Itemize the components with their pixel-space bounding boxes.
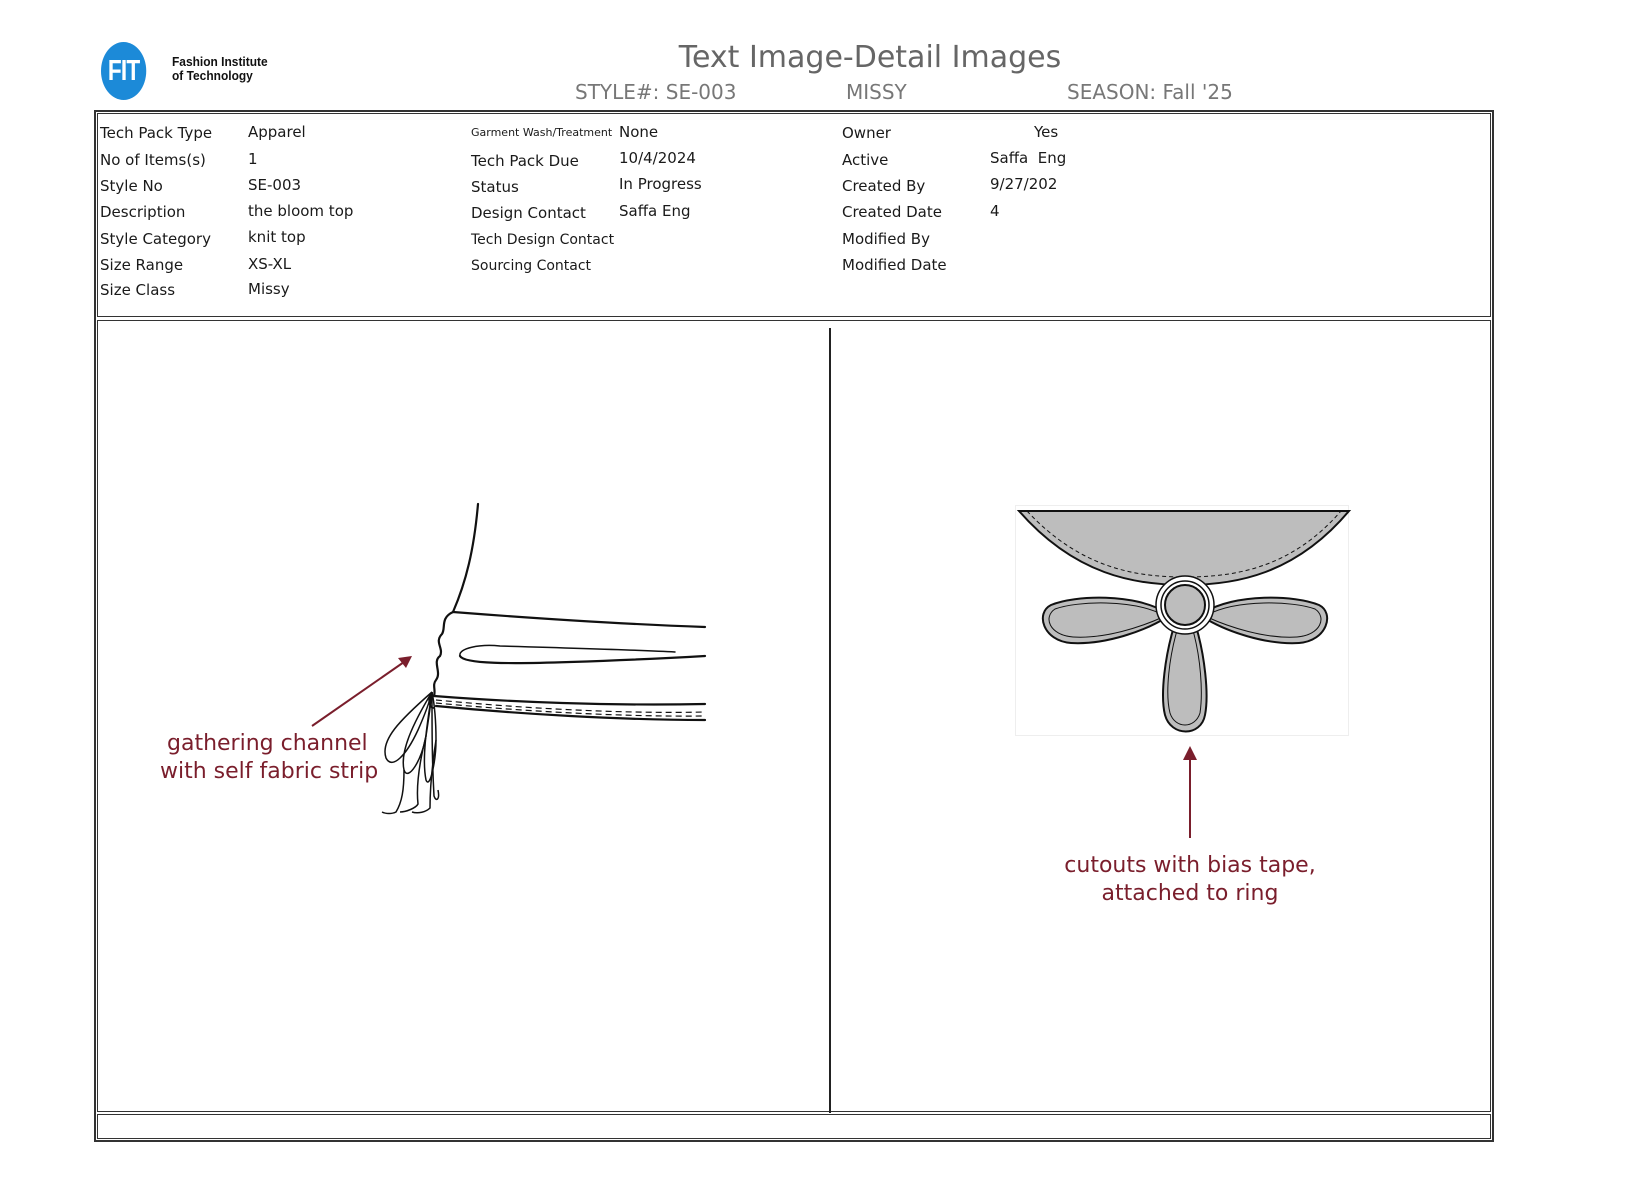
label-status: Status: [471, 178, 519, 196]
label-created-by: Created By: [842, 177, 926, 195]
value-created-by: 9/27/202: [990, 175, 1058, 193]
value-tech-pack-type: Apparel: [248, 123, 306, 141]
label-sourcing-contact: Sourcing Contact: [471, 258, 592, 274]
left-callout-text: [160, 730, 500, 786]
left-callout-line1: gathering channel: [167, 731, 368, 756]
logo-name-line1: Fashion Institute: [172, 54, 268, 69]
left-callout-line2: with self fabric strip: [160, 759, 379, 784]
right-callout-text: [1040, 852, 1340, 908]
label-design-contact: Design Contact: [471, 204, 586, 222]
channel-top-line: [453, 612, 705, 627]
fit-logo-badge: FIT: [101, 42, 146, 100]
right-callout-line2: attached to ring: [1101, 881, 1279, 906]
right-callout-line1: cutouts with bias tape,: [1064, 853, 1316, 878]
value-size-range: XS-XL: [248, 255, 292, 273]
value-active: Saffa Eng: [990, 149, 1067, 167]
value-size-class: Missy: [248, 280, 290, 298]
footer-strip: [97, 1114, 1491, 1139]
label-owner: Owner: [842, 124, 891, 142]
value-style-no: SE-003: [248, 176, 302, 194]
value-owner: Yes: [1034, 123, 1059, 141]
channel-slot-top: [460, 645, 675, 656]
label-style-no: Style No: [100, 177, 163, 195]
bottom-petal-cutout: [1163, 623, 1206, 732]
size-class-header: MISSY: [846, 80, 907, 104]
panel-divider: [829, 328, 831, 1113]
value-description: the bloom top: [248, 202, 354, 220]
label-no-of-items: No of Items(s): [100, 151, 206, 169]
logo-name-line2: of Technology: [172, 68, 253, 83]
value-status: In Progress: [619, 175, 702, 193]
label-size-range: Size Range: [100, 256, 184, 274]
right-callout-arrow: [1180, 744, 1200, 840]
gathered-edge-line: [434, 612, 453, 696]
left-petal-cutout: [1043, 598, 1167, 644]
label-created-date: Created Date: [842, 203, 942, 221]
label-modified-by: Modified By: [842, 230, 930, 248]
right-petal-cutout: [1203, 598, 1327, 644]
value-design-contact: Saffa Eng: [619, 202, 691, 220]
ring-center: [1165, 585, 1205, 625]
label-style-category: Style Category: [100, 230, 211, 248]
label-garment-wash: Garment Wash/Treatment: [471, 126, 613, 139]
label-active: Active: [842, 151, 889, 169]
label-tech-design-contact: Tech Design Contact: [471, 232, 615, 248]
season: SEASON: Fall '25: [1067, 80, 1233, 104]
label-modified-date: Modified Date: [842, 256, 947, 274]
page-title: Text Image-Detail Images: [678, 40, 1062, 75]
label-description: Description: [100, 203, 186, 221]
value-garment-wash: None: [619, 123, 659, 141]
label-tech-pack-due: Tech Pack Due: [471, 152, 579, 170]
label-size-class: Size Class: [100, 281, 176, 299]
value-tech-pack-due: 10/4/2024: [619, 149, 696, 167]
left-callout-arrow: [300, 650, 420, 730]
value-no-of-items: 1: [248, 150, 258, 168]
label-tech-pack-type: Tech Pack Type: [100, 124, 213, 142]
value-style-category: knit top: [248, 228, 306, 246]
value-created-date: 4: [990, 202, 1000, 220]
band-bottom-line: [434, 696, 705, 705]
side-seam-line: [453, 504, 478, 612]
cutout-ring-illustration: [1015, 505, 1355, 737]
style-number: STYLE#: SE-003: [575, 80, 737, 104]
channel-slot-bottom: [460, 656, 705, 663]
